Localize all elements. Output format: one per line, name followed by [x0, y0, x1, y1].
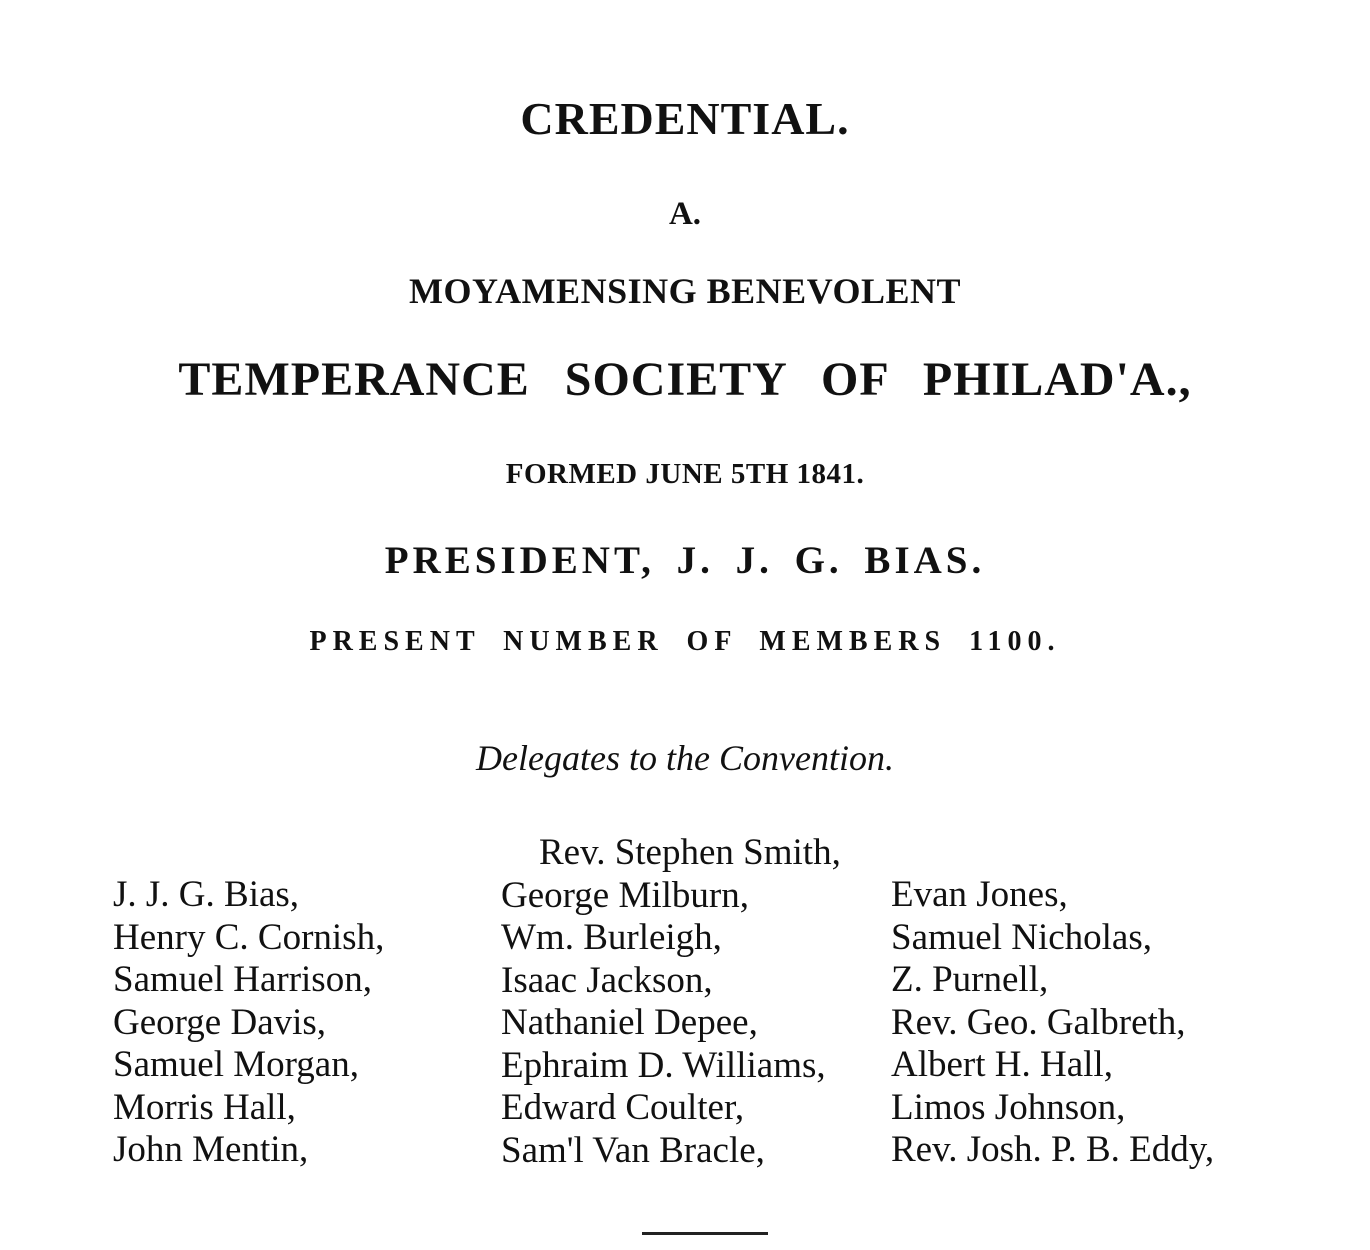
formed-date: FORMED JUNE 5TH 1841. [505, 458, 865, 490]
delegate-name: Evan Jones, [891, 874, 1068, 915]
president-line: PRESIDENT, J. J. G. BIAS. [384, 539, 986, 582]
delegate-name: Isaac Jackson, [501, 959, 713, 1001]
delegate-name: John Mentin, [113, 1129, 309, 1170]
delegate-name: Albert H. Hall, [891, 1044, 1113, 1085]
closing-rule [642, 1232, 768, 1235]
delegate-name: George Milburn, [501, 874, 749, 916]
section-letter: A. [668, 196, 702, 232]
delegate-name: Rev. Josh. P. B. Eddy, [891, 1129, 1215, 1170]
delegate-name: Sam'l Van Bracle, [501, 1129, 765, 1171]
delegate-name: Ephraim D. Williams, [501, 1044, 826, 1086]
delegate-name: Morris Hall, [113, 1086, 296, 1128]
delegate-name: Edward Coulter, [501, 1087, 745, 1128]
delegate-name: Samuel Nicholas, [891, 916, 1153, 958]
delegates-column-1 [113, 874, 384, 1172]
document-heading: CREDENTIAL. [520, 93, 850, 144]
society-name-line-2: TEMPERANCE SOCIETY OF PHILAD'A., [178, 353, 1192, 406]
delegate-name: Samuel Harrison, [113, 959, 372, 1000]
delegate-name: Rev. Geo. Galbreth, [891, 1001, 1186, 1043]
delegate-name: George Davis, [113, 1001, 327, 1043]
society-name-line-1: MOYAMENSING BENEVOLENT [408, 271, 962, 311]
delegate-name: Nathaniel Depee, [501, 1002, 758, 1043]
delegates-title: Delegates to the Convention. [476, 738, 894, 778]
delegate-name: Wm. Burleigh, [501, 917, 722, 958]
delegate-name: Z. Purnell, [891, 959, 1049, 1000]
delegates-column-2 [501, 832, 841, 1172]
delegate-name: Samuel Morgan, [113, 1044, 359, 1085]
delegate-name: Limos Johnson, [891, 1086, 1126, 1128]
delegates-column-3 [891, 874, 1214, 1172]
delegate-name: Rev. Stephen Smith, [539, 832, 841, 873]
member-count: PRESENT NUMBER OF MEMBERS 1100. [309, 626, 1061, 657]
delegate-name: J. J. G. Bias, [113, 874, 300, 915]
delegate-name: Henry C. Cornish, [113, 916, 385, 958]
